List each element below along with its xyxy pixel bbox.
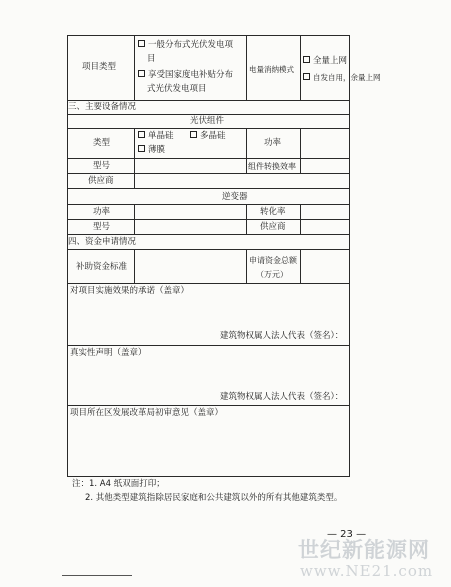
checkbox-icon xyxy=(303,73,310,80)
pv-power-field[interactable] xyxy=(301,129,349,158)
inverter-header: 逆变器 xyxy=(222,192,248,202)
inverter-power-field[interactable] xyxy=(135,205,245,219)
inverter-supplier-label: 供应商 xyxy=(260,222,286,232)
consumption-option-2[interactable]: 自发自用，余量上网 xyxy=(303,72,381,83)
pv-efficiency-label: 组件转换效率 xyxy=(248,162,296,171)
pv-model-label: 型号 xyxy=(93,161,111,171)
project-type-option-1[interactable]: 一般分布式光伏发电项 xyxy=(138,40,233,51)
pv-module-header: 光伏组件 xyxy=(190,116,225,126)
section-4-title: 四、资金申请情况 xyxy=(68,237,137,247)
district-review-label: 项目所在区发展改革局初审意见（盖章） xyxy=(70,408,224,418)
checkbox-icon xyxy=(190,131,197,138)
commitment-label: 对项目实施效果的承诺（盖章） xyxy=(70,286,190,296)
subsidy-standard-label: 补助资金标准 xyxy=(76,262,128,272)
total-amount-label: 申请资金总额 xyxy=(249,256,297,265)
inverter-rate-label: 转化率 xyxy=(260,207,286,217)
pv-supplier-label: 供应商 xyxy=(88,176,114,186)
commitment-field[interactable] xyxy=(68,298,349,328)
total-amount-field[interactable] xyxy=(301,250,349,283)
inverter-model-field[interactable] xyxy=(135,220,245,234)
project-type-option-2[interactable]: 享受国家度电补贴分布 xyxy=(138,70,233,81)
watermark-site-name: 世纪新能源网 xyxy=(298,537,430,562)
commitment-signature-label: 建筑物权属人法人代表（签名）： xyxy=(220,331,344,341)
checkbox-icon xyxy=(138,70,145,77)
pv-type-option-mono[interactable]: 单晶硅 xyxy=(138,131,174,142)
project-type-label: 项目类型 xyxy=(82,62,117,72)
consumption-mode-label: 电量消纳模式 xyxy=(249,65,294,74)
pv-type-option-poly[interactable]: 多晶硅 xyxy=(190,131,226,142)
project-type-option-1-cont: 目 xyxy=(147,54,156,64)
note-line-2: 2. 其他类型建筑指除居民家庭和公共建筑以外的所有其他建筑类型。 xyxy=(85,493,343,503)
watermark-url: www.NE21.com xyxy=(300,562,434,580)
checkbox-icon xyxy=(303,56,310,63)
checkbox-icon xyxy=(138,145,145,152)
project-type-option-2-cont: 式光伏发电项目 xyxy=(147,84,207,94)
pv-type-option-film[interactable]: 薄膜 xyxy=(138,145,165,156)
total-amount-unit: （万元） xyxy=(256,270,288,279)
pv-model-field[interactable] xyxy=(135,159,245,173)
truth-signature-label: 建筑物权属人法人代表（签名）： xyxy=(220,392,344,402)
inverter-power-label: 功率 xyxy=(93,207,111,217)
inverter-model-label: 型号 xyxy=(93,222,111,232)
subsidy-standard-field[interactable] xyxy=(135,250,245,283)
pv-efficiency-field[interactable] xyxy=(301,159,349,173)
inverter-supplier-field[interactable] xyxy=(301,220,349,234)
truth-statement-field[interactable] xyxy=(68,360,349,390)
page-number: — 23 — xyxy=(327,529,367,540)
pv-type-label: 类型 xyxy=(93,138,111,148)
section-3-title: 三、主要设备情况 xyxy=(68,102,137,112)
inverter-rate-field[interactable] xyxy=(301,205,349,219)
consumption-option-1[interactable]: 全量上网 xyxy=(303,56,347,67)
pv-power-label: 功率 xyxy=(264,138,282,148)
checkbox-icon xyxy=(138,40,145,47)
note-line-1: 注：1. A4 纸双面打印； xyxy=(72,479,165,489)
truth-statement-label: 真实性声明（盖章） xyxy=(70,348,147,358)
pv-supplier-field[interactable] xyxy=(135,174,349,188)
district-review-field[interactable] xyxy=(68,420,349,475)
footer-rule xyxy=(62,575,132,576)
checkbox-icon xyxy=(138,131,145,138)
